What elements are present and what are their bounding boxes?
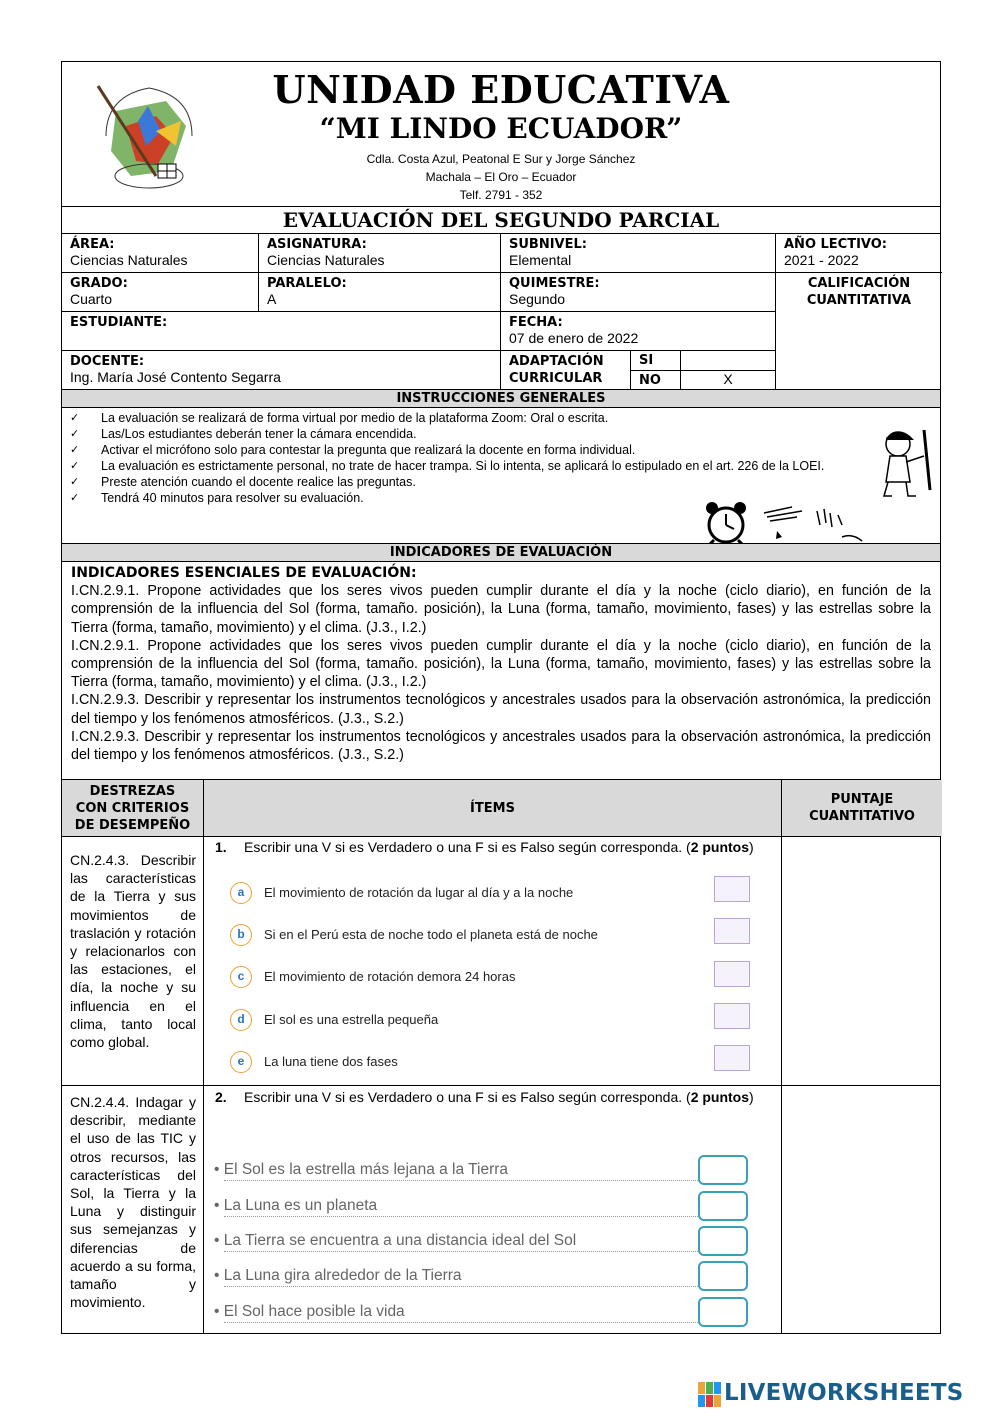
item-text: El sol es una estrella pequeña	[264, 1012, 439, 1027]
question-close: )	[749, 1089, 754, 1105]
grado-cell	[62, 273, 259, 312]
items-header: ÍTEMS	[204, 780, 781, 836]
tf-sentence: • La Luna es un planeta	[214, 1197, 754, 1221]
quimestre-label: QUIMESTRE:	[509, 276, 600, 291]
anio-value: 2021 - 2022	[784, 252, 859, 268]
items-table	[62, 780, 940, 1333]
answer-box[interactable]	[714, 961, 750, 987]
item-text: El movimiento de rotación demora 24 horas	[264, 969, 516, 984]
calificacion-label-2: CUANTITATIVA	[806, 293, 912, 308]
docente-cell	[62, 351, 501, 390]
sentence-text: La Luna gira alrededor de la Tierra	[223, 1267, 462, 1284]
question-points: 2 puntos	[690, 839, 750, 855]
anio-cell	[776, 234, 942, 273]
instructions-list	[70, 410, 860, 506]
docente-label: DOCENTE:	[70, 354, 145, 369]
instruction-item: ✓ Las/Los estudiantes deberán tener la cámara encendida.	[70, 426, 860, 442]
asignatura-cell	[259, 234, 501, 273]
question-points: 2 puntos	[690, 1089, 750, 1105]
skills-header-line-1: DESTREZAS	[89, 783, 176, 799]
skills-header-line-3: DE DESEMPEÑO	[74, 817, 191, 833]
instruction-item: ✓ Preste atención cuando el docente realice las preguntas.	[70, 474, 860, 490]
indicators-subtitle: INDICADORES ESENCIALES DE EVALUACIÓN:	[71, 565, 417, 581]
instructions-title: INSTRUCCIONES GENERALES	[62, 390, 940, 408]
si-answer-cell[interactable]	[681, 351, 776, 371]
tf-sentence: • La Tierra se encuentra a una distancia ideal del Sol	[214, 1232, 754, 1256]
answer-box[interactable]	[698, 1155, 748, 1185]
skill-text: CN.2.4.3. Describir las características de la Tierra y sus movimientos de traslación y rotación y relacionarlos con las estaciones, el día, la noche y su influencia en el clima, tanto local como global.	[70, 852, 196, 1051]
subnivel-cell	[501, 234, 776, 273]
answer-box[interactable]	[698, 1191, 748, 1221]
item-text: La luna tiene dos fases	[264, 1054, 398, 1069]
tf-sentence: • El Sol es la estrella más lejana a la Tierra	[214, 1161, 754, 1185]
tf-item	[230, 1008, 755, 1034]
question-instruction: Escribir una V si es Verdadero o una F si es Falso según corresponda. (	[244, 1089, 691, 1105]
question-number: 2.	[215, 1089, 227, 1105]
fecha-label: FECHA:	[509, 315, 563, 330]
tf-item	[230, 1050, 755, 1076]
tf-item	[230, 965, 755, 991]
dotted-line	[224, 1286, 698, 1287]
adaptacion-label-2: CURRICULAR	[509, 371, 603, 386]
answer-box[interactable]	[714, 876, 750, 902]
liveworksheets-logo-icon	[698, 1382, 722, 1408]
answer-box[interactable]	[714, 1003, 750, 1029]
indicators-title: INDICADORES DE EVALUACIÓN	[62, 544, 940, 562]
question-instruction: Escribir una V si es Verdadero o una F si es Falso según corresponda. (	[244, 839, 691, 855]
paralelo-label: PARALELO:	[267, 276, 347, 291]
docente-value: Ing. María José Contento Segarra	[70, 369, 281, 385]
asignatura-label: ASIGNATURA:	[267, 237, 367, 252]
skill-text: CN.2.4.4. Indagar y describir, mediante el uso de las TIC y otros recursos, las características del Sol, la Tierra y la Luna y distinguir sus semejanzas y diferencias de acuerdo a su forma, tamaño y movimiento.	[70, 1094, 196, 1311]
row-divider	[62, 1085, 940, 1086]
quimestre-cell	[501, 273, 776, 312]
answer-box[interactable]	[698, 1297, 748, 1327]
tf-item	[230, 923, 755, 949]
grado-value: Cuarto	[70, 291, 113, 307]
question-number: 1.	[215, 839, 227, 855]
estudiante-cell	[62, 312, 501, 351]
item-text: El movimiento de rotación da lugar al día y a la noche	[264, 885, 574, 900]
instruction-item: ✓ Tendrá 40 minutos para resolver su evaluación.	[70, 490, 860, 506]
student-writing-icon	[872, 426, 938, 500]
question-close: )	[749, 839, 754, 855]
score-header-line-2: CUANTITATIVO	[809, 809, 915, 824]
calificacion-label-1: CALIFICACIÓN	[807, 276, 911, 291]
area-value: Ciencias Naturales	[70, 252, 188, 268]
no-label: NO	[639, 373, 661, 388]
dotted-line	[224, 1251, 698, 1252]
instruction-item: ✓ La evaluación es estrictamente personal, no trate de hacer trampa. Si lo intenta, se aplicará lo estipulado en el art. 226 de la LOEI.	[70, 458, 860, 474]
instruction-item: ✓ La evaluación se realizará de forma virtual por medio de la plataforma Zoom: Oral o escrita.	[70, 410, 860, 426]
school-header	[62, 62, 940, 207]
fecha-cell	[501, 312, 776, 351]
liveworksheets-logo[interactable]	[698, 1380, 998, 1410]
item-letter-badge: a	[230, 882, 252, 904]
answer-box[interactable]	[698, 1261, 748, 1291]
indicator-paragraph: I.CN.2.9.1. Propone actividades que los seres vivos pueden cumplir durante el día y la noche (ciclo diario), en función de la comprensión de la influencia del Sol (forma, tamaño. posición), la Luna (forma, tamaño, movimiento, fases) y las estrellas sobre la Tierra (forma, tamaño, movimiento) y el clima. (J.3., I.2.)	[71, 637, 931, 691]
instruction-item: ✓ Activar el micrófono solo para contestar la pregunta que realizará la docente en forma individual.	[70, 442, 860, 458]
paralelo-value: A	[267, 291, 277, 307]
asignatura-value: Ciencias Naturales	[267, 252, 385, 268]
item-text: Si en el Perú esta de noche todo el planeta está de noche	[264, 927, 598, 942]
grado-label: GRADO:	[70, 276, 128, 291]
column-divider	[781, 780, 782, 1333]
adaptacion-label-1: ADAPTACIÓN	[509, 354, 604, 369]
skills-header-line-2: CON CRITERIOS	[75, 800, 190, 816]
tf-item	[230, 881, 755, 907]
calificacion-cell	[776, 273, 942, 390]
indicator-paragraph: I.CN.2.9.3. Describir y representar los instrumentos tecnológicos y ancestrales usados para la observación astronómica, la predicción del tiempo y los fenómenos atmosféricos. (J.3., S.2.)	[71, 692, 931, 727]
anio-label: AÑO LECTIVO:	[784, 237, 888, 252]
school-title: UNIDAD EDUCATIVA	[272, 67, 730, 112]
scribble-drawing-icon	[762, 503, 872, 543]
answer-box[interactable]	[714, 1045, 750, 1071]
dotted-line	[224, 1180, 698, 1181]
liveworksheets-brand: LIVEWORKSHEETS	[724, 1380, 964, 1406]
skills-header	[62, 780, 203, 836]
quimestre-value: Segundo	[509, 291, 566, 307]
phone: Telf. 2791 - 352	[459, 188, 543, 202]
info-grid	[62, 234, 940, 390]
sentence-text: La Tierra se encuentra a una distancia ideal del Sol	[223, 1232, 577, 1249]
tf-sentence: • La Luna gira alrededor de la Tierra	[214, 1267, 754, 1291]
score-header-line-1: PUNTAJE	[830, 792, 894, 807]
adaptacion-cell	[501, 351, 631, 390]
no-answer-cell[interactable]	[681, 371, 776, 390]
area-cell	[62, 234, 259, 273]
indicators-section	[62, 562, 940, 780]
subnivel-value: Elemental	[509, 252, 572, 268]
tf-sentence: • El Sol hace posible la vida	[214, 1303, 754, 1327]
no-mark: X	[723, 371, 733, 387]
fecha-value: 07 de enero de 2022	[509, 330, 639, 346]
answer-box[interactable]	[714, 918, 750, 944]
no-cell	[631, 371, 681, 390]
row-divider	[62, 836, 940, 837]
dotted-line	[224, 1216, 698, 1217]
si-cell	[631, 351, 681, 371]
estudiante-label: ESTUDIANTE:	[70, 315, 168, 330]
item-letter-badge: d	[230, 1009, 252, 1031]
indicator-paragraph: I.CN.2.9.1. Propone actividades que los seres vivos pueden cumplir durante el día y la noche (ciclo diario), en función de la comprensión de la influencia del Sol (forma, tamaño. posición), la Luna (forma, tamaño, movimiento, fases) y las estrellas sobre la Tierra (forma, tamaño, movimiento) y el clima. (J.3., I.2.)	[71, 583, 931, 636]
dotted-line	[224, 1322, 698, 1323]
alarm-clock-icon	[698, 500, 754, 544]
item-letter-badge: e	[230, 1051, 252, 1073]
area-label: ÁREA:	[70, 237, 115, 252]
address-line-1: Cdla. Costa Azul, Peatonal E Sur y Jorge Sánchez	[366, 152, 636, 166]
sentence-text: El Sol hace posible la vida	[223, 1303, 405, 1320]
si-label: SI	[639, 353, 654, 368]
address-line-2: Machala – El Oro – Ecuador	[425, 170, 577, 184]
item-letter-badge: b	[230, 924, 252, 946]
exam-title: EVALUACIÓN DEL SEGUNDO PARCIAL	[62, 207, 940, 234]
item-letter-badge: c	[230, 966, 252, 988]
school-name: “MI LINDO ECUADOR”	[319, 112, 683, 145]
sentence-text: El Sol es la estrella más lejana a la Tierra	[223, 1161, 509, 1178]
exam-sheet	[61, 61, 941, 1334]
question-1	[215, 838, 777, 856]
column-divider	[203, 780, 204, 1333]
sentence-text: La Luna es un planeta	[223, 1197, 378, 1214]
instructions-section	[62, 408, 940, 544]
subnivel-label: SUBNIVEL:	[509, 237, 587, 252]
indicator-paragraph: I.CN.2.9.3. Describir y representar los instrumentos tecnológicos y ancestrales usados para la observación astronómica, la predicción del tiempo y los fenómenos atmosféricos. (J.3., S.2.)	[71, 728, 931, 764]
answer-box[interactable]	[698, 1226, 748, 1256]
score-header	[782, 780, 942, 836]
question-2	[215, 1088, 777, 1106]
paralelo-cell	[259, 273, 501, 312]
